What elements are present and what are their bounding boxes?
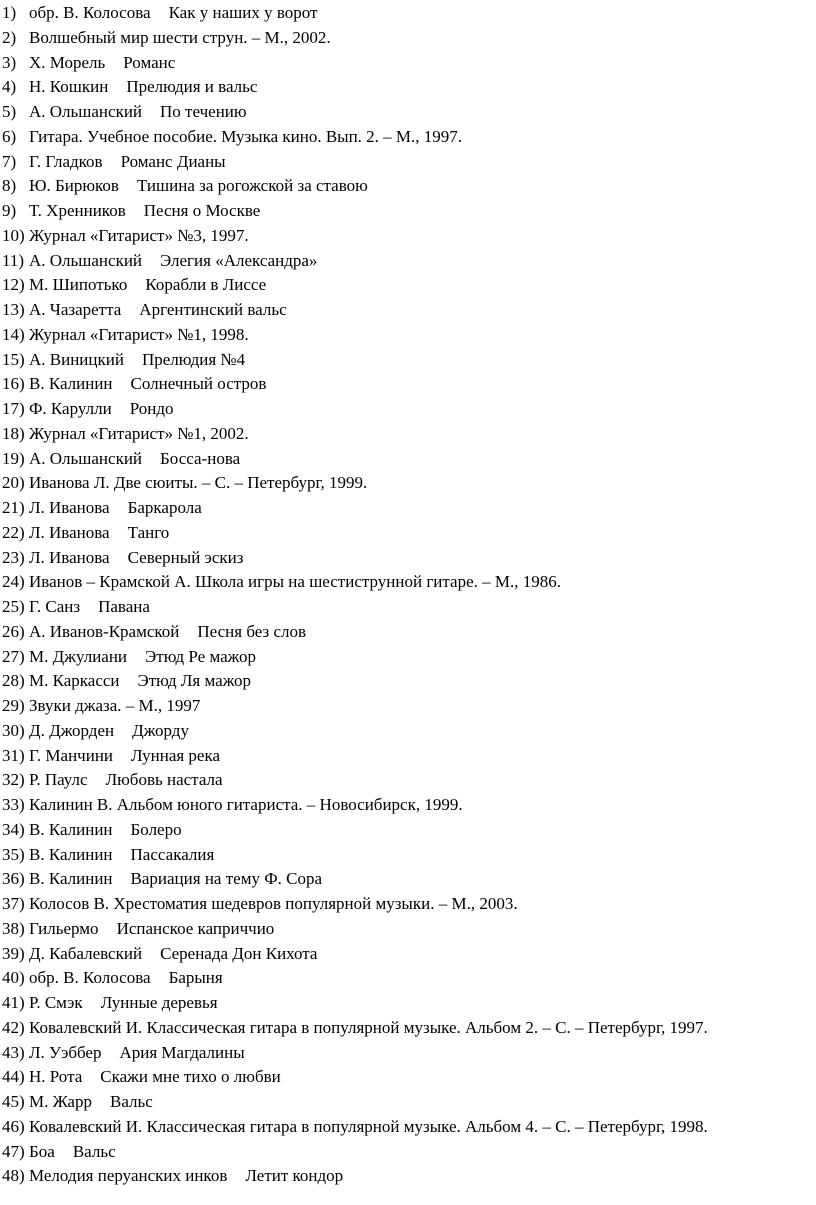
list-item-number: 40)	[2, 968, 25, 988]
list-item-number: 17)	[2, 399, 25, 418]
list-item-number: 6)	[2, 126, 17, 146]
list-item-author: Р. Смэк	[29, 993, 83, 1012]
list-item-title: Барыня	[168, 968, 223, 988]
list-item-text	[29, 744, 220, 769]
list-item-author: Волшебный мир шести струн. – М., 2002.	[29, 27, 331, 47]
list-item-title: Скажи мне тихо о любви	[100, 1067, 281, 1087]
list-item-number: 31)	[2, 745, 25, 765]
list-item-title: Вариация на тему Ф. Сора	[130, 869, 323, 889]
list-item	[0, 125, 816, 150]
list-item	[0, 323, 816, 348]
list-item-number: 16)	[2, 374, 25, 394]
list-item-author: М. Жарр	[29, 1092, 92, 1111]
list-item-author: Х. Морель	[29, 52, 106, 72]
list-item	[0, 546, 816, 571]
list-item-author: Р. Паулс	[29, 770, 88, 790]
list-item-title: Романс	[123, 52, 176, 72]
list-item-text	[29, 422, 249, 447]
list-item-number: 11)	[2, 250, 25, 270]
list-item-title: Аргентинский вальс	[139, 300, 287, 319]
list-item	[0, 447, 816, 472]
list-item-title: Летит кондор	[245, 1166, 344, 1186]
list-item-text	[29, 645, 256, 670]
list-item-text	[29, 125, 462, 150]
list-item-title: Вальс	[72, 1141, 116, 1161]
list-item-title: Солнечный остров	[130, 374, 267, 394]
list-item-text	[29, 942, 317, 967]
list-item	[0, 150, 816, 175]
list-item-author: Г. Манчини	[29, 745, 114, 765]
list-item-number: 45)	[2, 1092, 25, 1111]
list-item	[0, 744, 816, 769]
list-item-author: обр. В. Колосова	[29, 968, 151, 988]
list-item-number: 19)	[2, 448, 25, 468]
list-item-author: Д. Джорден	[29, 720, 115, 740]
list-item	[0, 298, 816, 323]
list-item-number: 44)	[2, 1067, 25, 1087]
list-item	[0, 26, 816, 51]
list-item-number: 15)	[2, 349, 25, 369]
list-item-number: 27)	[2, 646, 25, 666]
list-item-author: Иванова Л. Две сюиты. – С. – Петербург, 1999.	[29, 473, 368, 493]
list-item-text	[29, 595, 150, 620]
list-item-author: Н. Кошкин	[29, 77, 109, 97]
list-item	[0, 397, 816, 422]
list-item-text	[29, 818, 182, 843]
list-item-number: 24)	[2, 572, 25, 592]
list-item-author: Т. Хренников	[29, 201, 126, 220]
list-item-author: А. Чазаретта	[29, 300, 122, 319]
list-item	[0, 224, 816, 249]
list-item	[0, 620, 816, 645]
list-item-number: 37)	[2, 894, 25, 913]
list-item	[0, 273, 816, 298]
list-item	[0, 719, 816, 744]
list-item-author: М. Каркасси	[29, 671, 120, 691]
list-item-author: Гильермо	[29, 918, 99, 938]
list-item	[0, 843, 816, 868]
list-item-title: Северный эскиз	[127, 547, 244, 567]
list-item-text	[29, 447, 240, 472]
list-item	[0, 768, 816, 793]
list-item-text	[29, 1164, 343, 1189]
list-item	[0, 100, 816, 125]
list-item-author: М. Шипотько	[29, 275, 128, 295]
list-item	[0, 645, 816, 670]
list-item-text	[29, 768, 223, 793]
list-item-number: 46)	[2, 1116, 25, 1136]
list-item-text	[29, 471, 367, 496]
list-item-title: Павана	[98, 597, 150, 616]
list-item-number: 3)	[2, 52, 17, 72]
list-item-text	[29, 669, 251, 694]
list-item-text	[29, 100, 247, 125]
list-item-text	[29, 1065, 281, 1090]
list-item-title: Танго	[127, 522, 170, 542]
list-item-author: А. Ольшанский	[29, 250, 143, 270]
list-item	[0, 174, 816, 199]
list-item	[0, 471, 816, 496]
list-item-author: Гитара. Учебное пособие. Музыка кино. Вып. 2. – М., 1997.	[29, 126, 463, 146]
list-item-author: Л. Иванова	[29, 498, 110, 517]
list-item-author: В. Калинин	[29, 374, 113, 394]
list-item-title: Баркарола	[127, 498, 202, 517]
list-item	[0, 1164, 816, 1189]
list-item-number: 30)	[2, 720, 25, 740]
list-item	[0, 496, 816, 521]
list-item-number: 8)	[2, 176, 17, 196]
list-item-number: 42)	[2, 1017, 25, 1037]
list-item-text	[29, 249, 317, 274]
list-item-text	[29, 199, 260, 224]
list-item-number: 10)	[2, 225, 25, 245]
list-item-text	[29, 694, 200, 719]
list-item-text	[29, 51, 175, 76]
list-item-number: 32)	[2, 770, 25, 790]
list-item-number: 2)	[2, 27, 17, 47]
list-item-text	[29, 1140, 116, 1165]
list-item-title: Джорду	[132, 720, 189, 740]
list-item	[0, 793, 816, 818]
list-item	[0, 1115, 816, 1140]
list-item-number: 22)	[2, 522, 25, 542]
list-item-author: В. Калинин	[29, 869, 113, 889]
list-item-text	[29, 620, 306, 645]
list-item-title: Болеро	[130, 819, 182, 839]
repertoire-list	[0, 1, 816, 1189]
list-item-author: Ковалевский И. Классическая гитара в популярной музыке. Альбом 2. – С. – Петербург, 1997.	[29, 1017, 708, 1037]
list-item	[0, 422, 816, 447]
list-item	[0, 348, 816, 373]
list-item-number: 48)	[2, 1166, 25, 1186]
list-item-text	[29, 372, 266, 397]
list-item-title: Лунные деревья	[100, 993, 218, 1012]
list-item-title: Вальс	[109, 1092, 153, 1111]
list-item-author: Ковалевский И. Классическая гитара в популярной музыке. Альбом 4. – С. – Петербург, 1998.	[29, 1116, 708, 1136]
list-item-number: 34)	[2, 819, 25, 839]
list-item-author: А. Ольшанский	[29, 102, 143, 121]
list-item-text	[29, 966, 223, 991]
list-item-number: 9)	[2, 201, 17, 220]
list-item-title: Пассакалия	[130, 844, 215, 864]
list-item-title: Песня без слов	[197, 621, 307, 641]
list-item	[0, 51, 816, 76]
list-item-number: 33)	[2, 795, 25, 814]
list-item-number: 47)	[2, 1141, 25, 1161]
list-item-text	[29, 843, 214, 868]
list-item-author: В. Калинин	[29, 819, 113, 839]
list-item-author: Д. Кабалевский	[29, 943, 143, 963]
list-item-text	[29, 892, 518, 917]
list-item	[0, 867, 816, 892]
list-item-text	[29, 348, 245, 373]
list-item-author: А. Виницкий	[29, 349, 124, 369]
list-item-title: Прелюдия №4	[141, 349, 246, 369]
list-item-author: А. Ольшанский	[29, 448, 143, 468]
list-item-author: В. Калинин	[29, 844, 113, 864]
list-item-author: Калинин В. Альбом юного гитариста. – Новосибирск, 1999.	[29, 795, 463, 814]
list-item-author: Л. Иванова	[29, 547, 110, 567]
list-item-number: 23)	[2, 547, 25, 567]
list-item-author: М. Джулиани	[29, 646, 128, 666]
list-item-text	[29, 75, 257, 100]
list-item-number: 35)	[2, 844, 25, 864]
list-item-text	[29, 719, 189, 744]
list-item-number: 25)	[2, 597, 25, 616]
list-item-text	[29, 1, 317, 26]
list-item-author: обр. В. Колосова	[29, 3, 151, 22]
list-item-number: 26)	[2, 621, 25, 641]
list-item-text	[29, 1041, 245, 1066]
list-item-author: Л. Уэббер	[29, 1042, 102, 1062]
list-item-text	[29, 496, 202, 521]
list-item	[0, 1, 816, 26]
list-item	[0, 669, 816, 694]
list-item-number: 36)	[2, 869, 25, 889]
list-item-text	[29, 917, 274, 942]
list-item-title: Тишина за рогожской за ставою	[136, 176, 368, 196]
list-item-number: 14)	[2, 324, 25, 344]
list-item	[0, 818, 816, 843]
list-item-number: 43)	[2, 1042, 25, 1062]
list-item	[0, 694, 816, 719]
list-item	[0, 1140, 816, 1165]
list-item-text	[29, 323, 249, 348]
list-item-author: Ю. Бирюков	[29, 176, 119, 196]
list-item-text	[29, 298, 287, 323]
list-item	[0, 991, 816, 1016]
list-item-author: Л. Иванова	[29, 522, 110, 542]
list-item-title: Как у наших у ворот	[168, 3, 318, 22]
list-item-text	[29, 793, 463, 818]
list-item-number: 39)	[2, 943, 25, 963]
list-item-title: По течению	[160, 102, 247, 121]
list-item-title: Этюд Ре мажор	[145, 646, 256, 666]
list-item	[0, 1090, 816, 1115]
list-item	[0, 595, 816, 620]
list-item-text	[29, 1090, 153, 1115]
list-item	[0, 942, 816, 967]
list-item	[0, 521, 816, 546]
list-item	[0, 966, 816, 991]
list-item-author: Журнал «Гитарист» №1, 1998.	[29, 324, 249, 344]
list-item	[0, 372, 816, 397]
list-item-author: А. Иванов-Крамской	[29, 621, 180, 641]
list-item-title: Лунная река	[131, 745, 221, 765]
list-item-author: Мелодия перуанских инков	[29, 1166, 228, 1186]
list-item	[0, 917, 816, 942]
list-item-title: Серенада Дон Кихота	[160, 943, 318, 963]
list-item-author: Г. Санз	[29, 597, 81, 616]
list-item-author: Журнал «Гитарист» №1, 2002.	[29, 423, 249, 443]
list-item-number: 21)	[2, 498, 25, 517]
list-item-title: Прелюдия и вальс	[126, 77, 258, 97]
list-item-text	[29, 570, 561, 595]
list-item	[0, 199, 816, 224]
list-item	[0, 249, 816, 274]
list-item-author: Г. Гладков	[29, 151, 103, 171]
list-item	[0, 892, 816, 917]
list-item-text	[29, 397, 173, 422]
list-item-text	[29, 150, 226, 175]
list-item-number: 13)	[2, 300, 25, 319]
list-item-number: 1)	[2, 3, 17, 22]
list-item-text	[29, 991, 218, 1016]
list-item-title: Корабли в Лиссе	[145, 275, 267, 295]
list-item	[0, 1065, 816, 1090]
list-item-title: Ария Магдалины	[119, 1042, 245, 1062]
list-item-author: Боа	[29, 1141, 55, 1161]
list-item-author: Колосов В. Хрестоматия шедевров популярной музыки. – М., 2003.	[29, 894, 518, 913]
list-item	[0, 570, 816, 595]
list-item-number: 7)	[2, 151, 17, 171]
list-item	[0, 1041, 816, 1066]
list-item-number: 38)	[2, 918, 25, 938]
list-item	[0, 75, 816, 100]
list-item-number: 4)	[2, 77, 17, 97]
list-item-author: Иванов – Крамской А. Школа игры на шестиструнной гитаре. – М., 1986.	[29, 572, 561, 592]
list-item-author: Ф. Карулли	[29, 399, 112, 418]
list-item-number: 5)	[2, 102, 17, 121]
list-item-title: Романс Дианы	[120, 151, 226, 171]
list-item-text	[29, 521, 169, 546]
list-item-title: Элегия «Александра»	[160, 250, 318, 270]
list-item-text	[29, 546, 243, 571]
list-item-author: Звуки джаза. – М., 1997	[29, 696, 201, 715]
list-item-title: Босса-нова	[160, 448, 241, 468]
list-item-text	[29, 273, 266, 298]
list-item-title: Любовь настала	[105, 770, 223, 790]
list-item-number: 29)	[2, 696, 25, 715]
list-item-text	[29, 1016, 708, 1041]
list-item-number: 41)	[2, 993, 25, 1012]
list-item-title: Испанское каприччио	[116, 918, 275, 938]
list-item-author: Н. Рота	[29, 1067, 83, 1087]
list-item-number: 18)	[2, 423, 25, 443]
list-item-text	[29, 174, 368, 199]
list-item-number: 12)	[2, 275, 25, 295]
list-item-number: 28)	[2, 671, 25, 691]
list-item-text	[29, 1115, 708, 1140]
list-item-title: Рондо	[129, 399, 174, 418]
list-item-author: Журнал «Гитарист» №3, 1997.	[29, 225, 249, 245]
list-item-number: 20)	[2, 473, 25, 493]
list-item	[0, 1016, 816, 1041]
list-item-text	[29, 224, 249, 249]
list-item-text	[29, 867, 322, 892]
list-item-title: Этюд Ля мажор	[137, 671, 252, 691]
list-item-title: Песня о Москве	[143, 201, 261, 220]
list-item-text	[29, 26, 331, 51]
